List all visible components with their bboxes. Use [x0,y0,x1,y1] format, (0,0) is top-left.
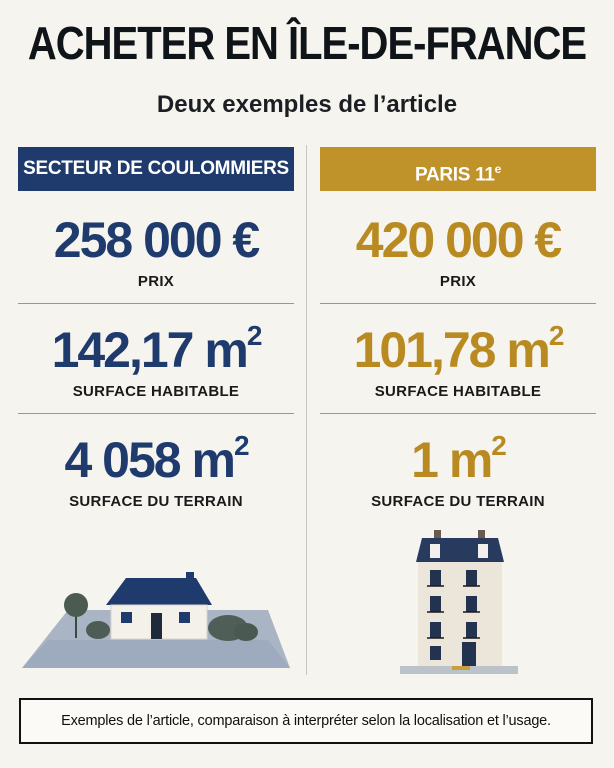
coulommiers-column [18,147,294,510]
paris-11-header-label: PARIS 11 [415,164,495,186]
land-area-value: 4 058 $m^2$ [64,430,248,488]
unit-superscript: 2 [548,320,563,352]
price-value: 420 000 € [355,212,561,268]
unit-superscript: 2 [491,430,505,462]
row-divider [320,303,596,304]
living-area-value: 142,17 $m^2$ [51,320,261,378]
apartment-building-icon [394,524,524,679]
coulommiers-living-area [18,320,294,400]
unit-superscript: 2 [246,320,261,352]
paris-price [320,212,596,290]
price-label: PRIX [439,273,477,290]
paris-11-header [320,147,596,191]
price-value: 258 000 € [53,212,259,268]
paris-11-column [320,147,596,510]
land-area-label: SURFACE DU TERRAIN [69,493,243,510]
paris-living-area [320,320,596,400]
disclaimer-box [19,698,593,744]
coulommiers-header-label: SECTEUR DE COULOMMIERS [23,158,289,179]
coulommiers-header [18,147,294,191]
row-divider [18,303,294,304]
disclaimer-text: Exemples de l’article, comparaison à interpréter selon la localisation et l’usage. [61,713,551,729]
coulommiers-land-area [18,430,294,510]
house-icon [18,560,293,675]
column-divider [306,145,307,675]
page-subtitle: Deux exemples de l’article [156,91,458,118]
land-area-value: 1 $m^2$ [411,430,505,488]
price-label: PRIX [137,273,175,290]
living-area-label: SURFACE HABITABLE [374,383,542,400]
coulommiers-price [18,212,294,290]
row-divider [320,413,596,414]
paris-land-area [320,430,596,510]
living-area-label: SURFACE HABITABLE [72,383,240,400]
living-area-value: 101,78 $m^2$ [353,320,563,378]
page-title: ACHETER EN ÎLE-DE-FRANCE [27,18,587,70]
land-area-label: SURFACE DU TERRAIN [371,493,545,510]
row-divider [18,413,294,414]
unit-superscript: 2 [233,430,248,462]
header-superscript: e [494,162,501,176]
